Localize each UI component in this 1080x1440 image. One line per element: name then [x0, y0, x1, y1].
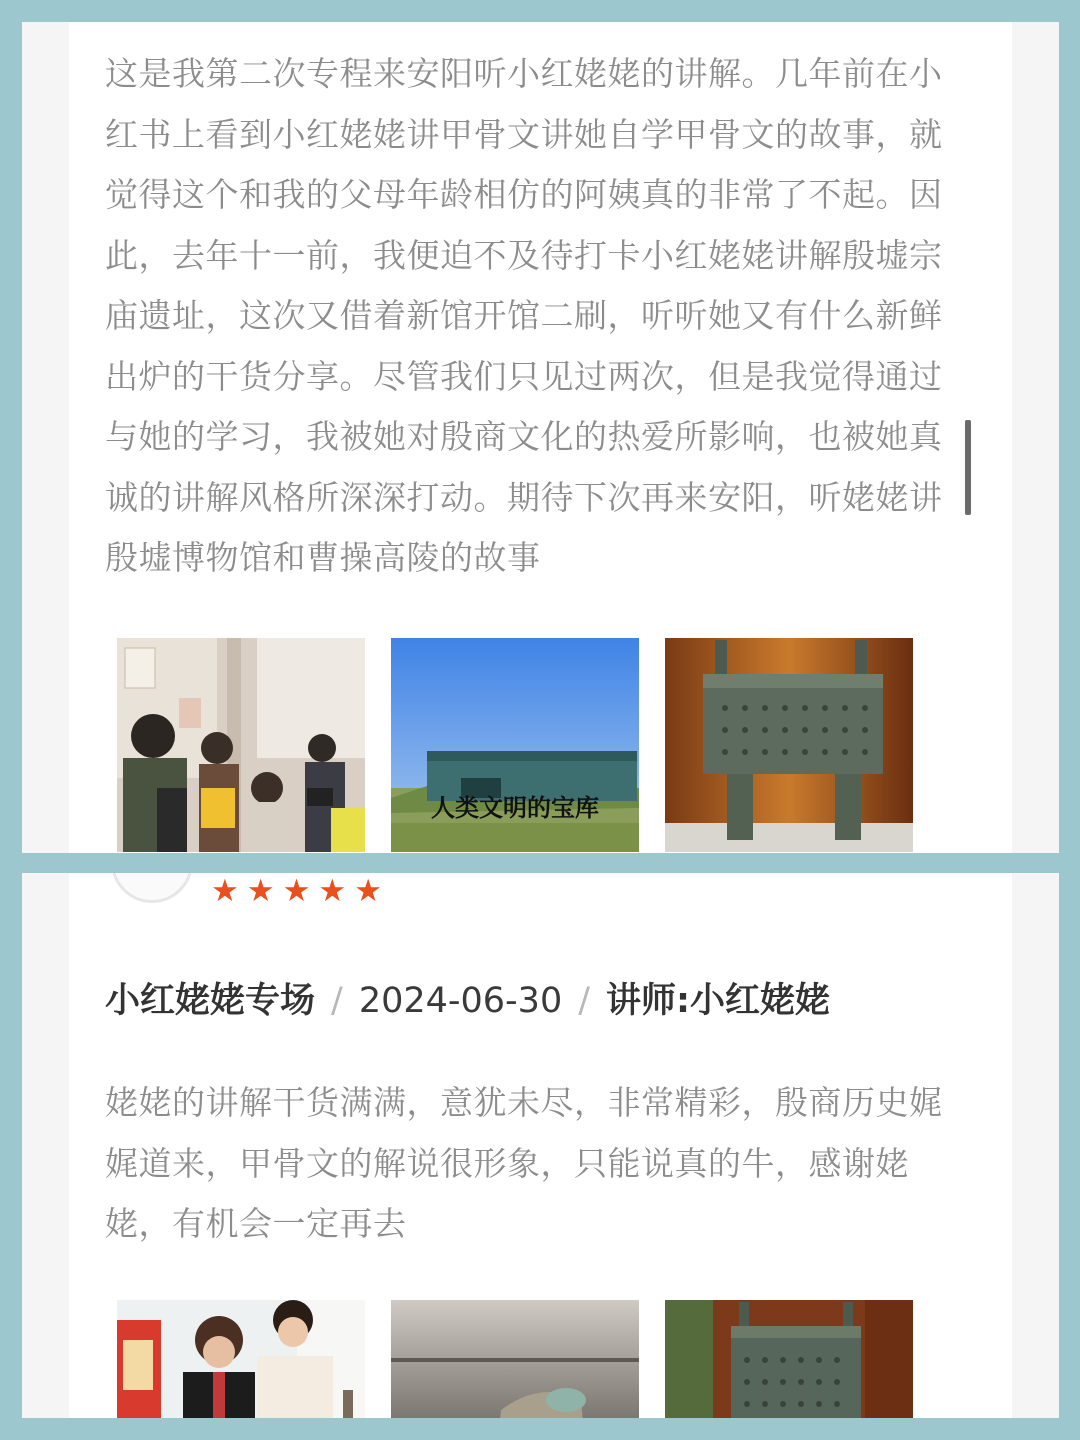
sign-text: 人类文明的宝库 — [431, 794, 599, 822]
star-icon: ★ — [211, 873, 239, 909]
museum-group-photo[interactable] — [117, 638, 365, 852]
review-photos — [117, 638, 913, 852]
star-icon: ★ — [246, 873, 275, 909]
star-icon: ★ — [318, 873, 347, 909]
bronze-ding-photo[interactable] — [665, 638, 913, 852]
separator: / — [331, 981, 343, 1021]
artifact-case-photo[interactable] — [391, 1300, 639, 1418]
review-screenshot-bottom — [22, 873, 1059, 1418]
review-card — [69, 22, 1012, 853]
review-text: 姥姥的讲解干货满满，意犹未尽，非常精彩，殷商历史娓娓道来，甲骨文的解说很形象，只能说真的牛，感谢姥姥，有机会一定再去 — [105, 1083, 943, 1243]
scrollbar[interactable] — [965, 420, 971, 515]
lecturer: 讲师:小红姥姥 — [606, 981, 831, 1021]
review-card — [69, 873, 1012, 1418]
session-date: 2024-06-30 — [358, 981, 563, 1021]
review-screenshot-top — [22, 22, 1059, 853]
review-photos — [117, 1300, 913, 1418]
separator: / — [578, 981, 591, 1021]
star-icon: ★ — [354, 873, 382, 909]
session-meta — [105, 973, 830, 1023]
portrait-with-guide-photo[interactable] — [117, 1300, 365, 1418]
session-name: 小红姥姥专场 — [105, 981, 316, 1021]
bronze-ding-exhibit-photo[interactable] — [665, 1300, 913, 1418]
star-icon: ★ — [282, 873, 311, 909]
star-rating — [211, 873, 382, 909]
review-text: 这是我第二次专程来安阳听小红姥姥的讲解。几年前在小红书上看到小红姥姥讲甲骨文讲她自学甲骨文的故事，就觉得这个和我的父母年龄相仿的阿姨真的非常了不起。因此，去年十一前，我便迫不及待打卡小红姥姥讲解殷墟宗庙遗址，这次又借着新馆开馆二刷，听听她又有什么新鲜出炉的干货分享。尽管我们只见过两次，但是我觉得通过与她的学习，我被她对殷商文化的热爱所影响，也被她真诚的讲解风格所深深打动。期待下次再来安阳，听姥姥讲殷墟博物馆和曹操高陵的故事 — [105, 54, 943, 577]
museum-exterior-photo[interactable] — [391, 638, 639, 852]
avatar[interactable] — [111, 873, 193, 903]
